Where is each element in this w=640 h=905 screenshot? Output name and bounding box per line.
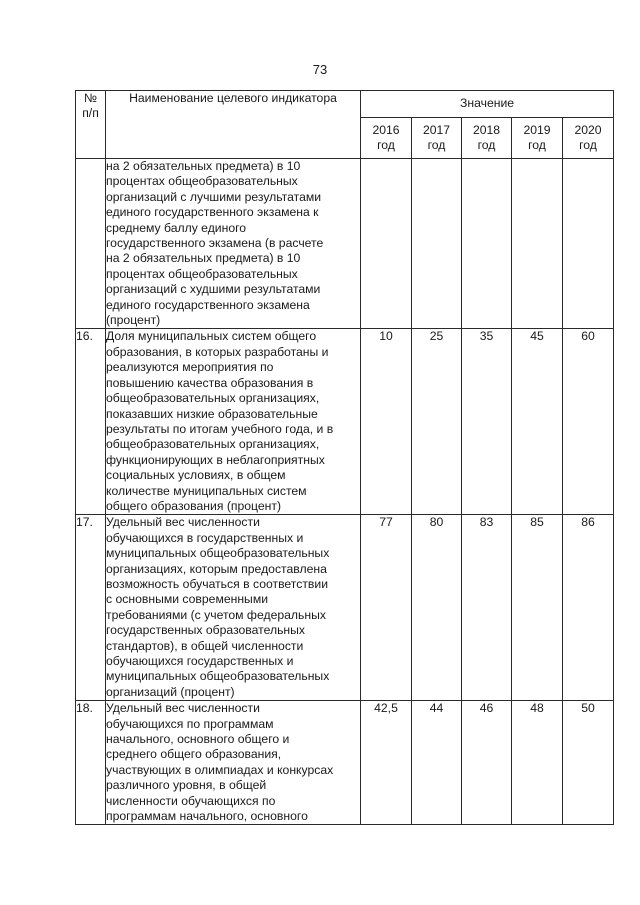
year-label: 2017 [422, 123, 451, 137]
value-2017: 80 [412, 515, 462, 701]
indicator-name-line: обучающихся по программам [106, 716, 274, 731]
year-unit: год [377, 138, 395, 152]
value-2019: 48 [512, 701, 563, 825]
indicator-name-line: Доля муниципальных систем общего [106, 329, 317, 344]
indicator-name [106, 159, 361, 329]
indicator-name-line: организаций с лучшими результатами [106, 189, 322, 204]
indicator-name [106, 701, 361, 825]
column-header-indicator-name: Наименование целевого индикатора [106, 91, 361, 159]
indicator-name-line: социальных условиях, в общем [106, 468, 286, 483]
indicator-name-line: результаты по итогам учебного года, и в [106, 421, 334, 436]
indicator-name-line: функционирующих в неблагоприятных [106, 452, 325, 467]
value-2018: 83 [462, 515, 512, 701]
row-number: 18. [76, 701, 106, 825]
column-header-year-2017 [412, 118, 462, 159]
column-header-number [76, 91, 106, 159]
row-number [76, 159, 106, 329]
indicator-name-line: организаций (процент) [106, 684, 235, 699]
indicator-name-line: организациях, которым предоставлена [106, 561, 327, 576]
value-2016: 10 [361, 329, 412, 515]
indicator-name-line: реализуются мероприятия по [106, 360, 274, 375]
column-header-year-2016 [361, 118, 412, 159]
indicator-name-line: на 2 обязательных предмета) в 10 [106, 159, 301, 173]
indicator-name-line: единого государственного экзамена [106, 297, 310, 312]
value-2016 [361, 159, 412, 329]
indicator-name-line: общеобразовательных организациях, [106, 437, 320, 452]
indicator-name-line: обучающихся в государственных и [106, 530, 304, 545]
year-unit: год [579, 138, 597, 152]
indicator-name-line: государственного экзамена (в расчете [106, 236, 324, 251]
page-number: 73 [312, 62, 328, 77]
indicator-name-line: образования, в которых разработаны и [106, 344, 329, 359]
value-2016: 42,5 [361, 701, 412, 825]
indicator-name-line: различного уровня, в общей [106, 778, 267, 793]
indicator-name-line: на 2 обязательных предмета) в 10 [106, 251, 301, 266]
row-number: 17. [76, 515, 106, 701]
value-2019 [512, 159, 563, 329]
column-header-year-2020 [563, 118, 614, 159]
indicator-name-line: организаций с худшими результатами [106, 282, 321, 297]
value-2019: 85 [512, 515, 563, 701]
table-row [76, 329, 614, 515]
table-row [76, 515, 614, 701]
indicator-name [106, 515, 361, 701]
value-2018 [462, 159, 512, 329]
value-2020: 50 [563, 701, 614, 825]
header-row-top [76, 91, 614, 118]
indicator-name-line: процентах общеобразовательных [106, 174, 298, 189]
value-2016: 77 [361, 515, 412, 701]
year-label: 2019 [523, 123, 551, 137]
value-2020: 60 [563, 329, 614, 515]
indicator-name-line: среднего общего образования, [106, 747, 282, 762]
indicator-name-line: муниципальных общеобразовательных [106, 546, 330, 561]
indicator-name-line: единого государственного экзамена к [106, 205, 319, 220]
indicator-name-line: показавших низкие образовательные [106, 406, 318, 421]
indicator-name-line: (процент) [106, 313, 161, 328]
year-label: 2018 [472, 123, 501, 137]
indicator-name-line: государственных образовательных [106, 623, 306, 638]
value-2017: 44 [412, 701, 462, 825]
year-unit: год [427, 138, 446, 152]
indicator-name-line: обучающихся государственных и [106, 654, 294, 668]
value-2017: 25 [412, 329, 462, 515]
table-row [76, 159, 614, 329]
value-2020 [563, 159, 614, 329]
column-header-year-2019 [512, 118, 563, 159]
value-2019: 45 [512, 329, 563, 515]
year-unit: год [528, 138, 546, 152]
indicator-name-line: муниципальных общеобразовательных [106, 669, 330, 684]
indicator-name-line: возможность обучаться в соответствии [106, 576, 328, 591]
indicator-name-line: Удельный вес численности [106, 701, 260, 716]
indicator-name-line: процентах общеобразовательных [106, 266, 298, 281]
indicator-name-line: численности обучающихся по [106, 793, 276, 808]
year-label: 2020 [574, 123, 602, 137]
column-header-year-2018 [462, 118, 512, 159]
value-2018: 46 [462, 701, 512, 825]
indicator-name-line: с основными современными [106, 592, 269, 607]
indicator-name-line: участвующих в олимпиадах и конкурсах [106, 762, 334, 777]
indicator-name-line: общеобразовательных организациях, [106, 391, 320, 406]
indicator-name [106, 329, 361, 515]
column-header-number-symbol: № [83, 91, 98, 105]
indicator-name-line: количестве муниципальных систем [106, 483, 307, 498]
indicator-name-line: начального, основного общего и [106, 732, 290, 747]
indicator-name-line: общего образования (процент) [106, 498, 282, 513]
indicator-name-line: Удельный вес численности [106, 515, 260, 530]
table-row [76, 701, 614, 825]
column-header-value-group: Значение [361, 91, 614, 118]
value-2017 [412, 159, 462, 329]
indicator-name-line: повышению качества образования в [106, 375, 314, 390]
value-2018: 35 [462, 329, 512, 515]
indicator-name-line: программам начального, основного [106, 809, 308, 824]
indicator-name-line: требованиями (с учетом федеральных [106, 607, 326, 622]
indicator-name-line: среднему баллу единого [106, 220, 247, 235]
row-number: 16. [76, 329, 106, 515]
year-label: 2016 [372, 123, 400, 137]
target-indicators-table [75, 90, 614, 825]
column-header-number-abbr: п/п [82, 106, 99, 120]
value-2020: 86 [563, 515, 614, 701]
year-unit: год [477, 138, 496, 152]
indicator-name-line: стандартов), в общей численности [106, 638, 304, 653]
